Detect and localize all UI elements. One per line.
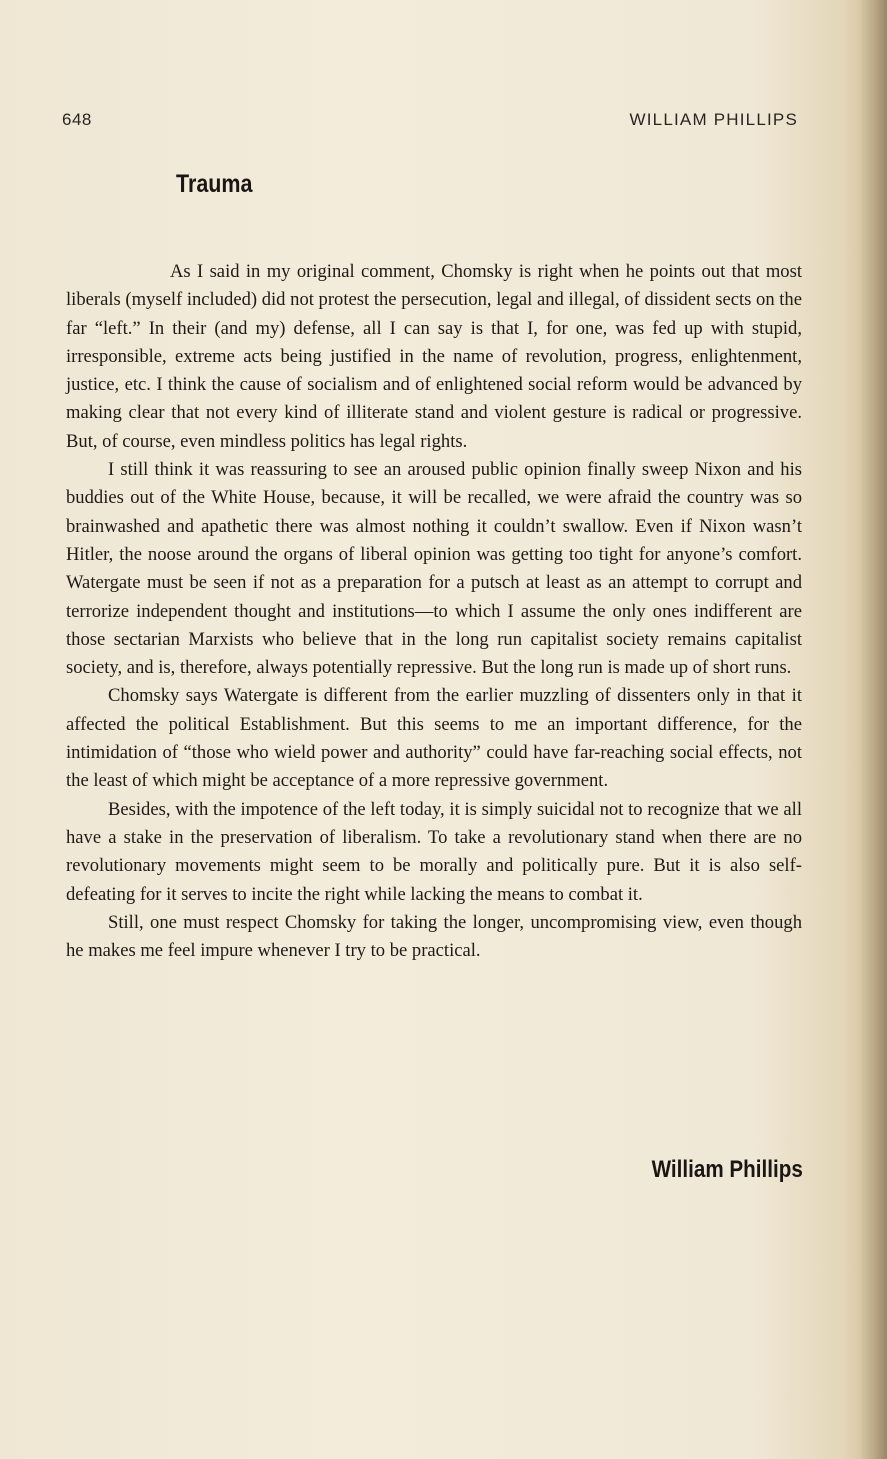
paragraph-4: Besides, with the impotence of the left today, it is simply suicidal not to recognize that we all have a stake in the preservation of liberalism. To take a revolutionary stand when there are no revolutionary movements might seem to be morally and politically pure. But it is also self-defeating for it serves to incite the right while lacking the means to combat it. <box>66 798 802 905</box>
author-signature: William Phillips <box>651 1156 803 1183</box>
paragraph-5: Still, one must respect Chomsky for taking the longer, uncompromising view, even though he makes me feel impure whenever I try to be practical. <box>66 911 802 962</box>
paragraph-3: Chomsky says Watergate is different from the earlier muzzling of dissenters only in that it affected the political Establishment. But this seems to me an important difference, for the intimidation of “those who wield power and authority” could have far-reaching social effects, not the least of which might be acceptance of a more repressive government. <box>66 685 802 792</box>
paragraph-2: I still think it was reassuring to see an aroused public opinion finally sweep Nixon and his buddies out of the White House, because, it will be recalled, we were afraid the country was so brainwashed and apathetic there was almost nothing it couldn’t swallow. Even if Nixon wasn’t Hitler, the noose around the organs of liberal opinion was getting too tight for anyone’s comfort. Watergate must be seen if not as a preparation for a putsch at least as an attempt to corrupt and terrorize independent thought and institutions—to which I assume the only ones indifferent are those sectarian Marxists who believe that in the long run capitalist society remains capitalist society, and is, therefore, always potentially repressive. But the long run is made up of short runs. <box>66 459 802 679</box>
page-edge-shadow <box>859 0 887 1459</box>
page-number: 648 <box>62 110 92 129</box>
running-head-author: WILLIAM PHILLIPS <box>629 110 798 129</box>
article-body <box>66 258 802 965</box>
section-title: Trauma <box>176 170 253 198</box>
paragraph-1: As I said in my original comment, Chomsky is right when he points out that most liberals (myself included) did not protest the persecution, legal and illegal, of dissident sects on the far “left.” In their (and my) defense, all I can say is that I, for one, was fed up with stupid, irresponsible, extreme acts being justified in the name of revolution, progress, enlightenment, justice, etc. I think the cause of socialism and of enlightened social reform would be advanced by making clear that not every kind of illiterate stand and violent gesture is radical or progressive. But, of course, even mindless politics has legal rights. <box>66 261 802 452</box>
running-head <box>62 110 798 134</box>
